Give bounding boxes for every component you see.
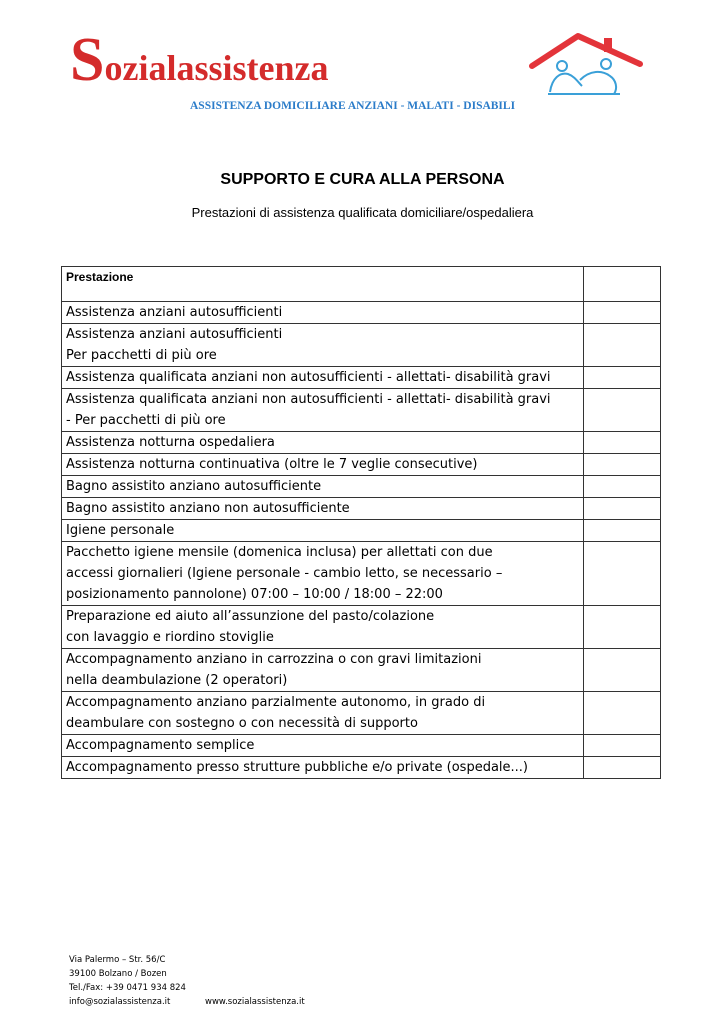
- service-name: Accompagnamento semplice: [62, 735, 584, 757]
- page-subtitle: Prestazioni di assistenza qualificata domiciliare/ospedaliera: [191, 205, 534, 220]
- table-row: [62, 367, 661, 389]
- footer-website[interactable]: www.sozialassistenza.it: [205, 997, 305, 1007]
- footer-phone: Tel./Fax: +39 0471 934 824: [69, 983, 186, 993]
- service-name: Bagno assistito anziano non autosufficiente: [62, 498, 584, 520]
- company-logo: [70, 24, 400, 96]
- service-name: Accompagnamento anziano in carrozzina o con gravi limitazioni nella deambulazione (2 operatori): [62, 649, 584, 692]
- empty-cell: [584, 302, 661, 324]
- logo-text-part2: assistenza: [176, 48, 329, 88]
- footer-contact: [69, 953, 305, 1009]
- table-row: [62, 692, 661, 735]
- empty-cell: [584, 757, 661, 779]
- table-header-empty-cell: [584, 267, 661, 302]
- company-tagline: ASSISTENZA DOMICILIARE ANZIANI - MALATI - DISABILI: [190, 100, 516, 112]
- service-name: Assistenza notturna ospedaliera: [62, 432, 584, 454]
- table-header-row: [62, 267, 661, 302]
- service-name: Preparazione ed aiuto all’assunzione del pasto/colazione con lavaggio e riordino stoviglie: [62, 606, 584, 649]
- empty-cell: [584, 735, 661, 757]
- service-name: Assistenza anziani autosufficienti Per pacchetti di più ore: [62, 324, 584, 367]
- empty-cell: [584, 324, 661, 367]
- services-table: [61, 266, 661, 779]
- service-name: Assistenza qualificata anziani non autosufficienti - allettati- disabilità gravi - Per pacchetti di più ore: [62, 389, 584, 432]
- empty-cell: [584, 432, 661, 454]
- empty-cell: [584, 542, 661, 606]
- table-row: [62, 498, 661, 520]
- service-name: Accompagnamento presso strutture pubbliche e/o private (ospedale...): [62, 757, 584, 779]
- table-row: [62, 432, 661, 454]
- house-care-logo-icon: [528, 30, 644, 98]
- empty-cell: [584, 520, 661, 542]
- footer-email[interactable]: info@sozialassistenza.it: [69, 997, 171, 1007]
- footer-address-line1: Via Palermo – Str. 56/C: [69, 955, 166, 965]
- table-row: [62, 389, 661, 432]
- logo-text-part1: ozial: [104, 48, 177, 88]
- empty-cell: [584, 389, 661, 432]
- empty-cell: [584, 476, 661, 498]
- table-row: [62, 476, 661, 498]
- service-name: Bagno assistito anziano autosufficiente: [62, 476, 584, 498]
- empty-cell: [584, 692, 661, 735]
- service-name: Pacchetto igiene mensile (domenica inclusa) per allettati con due accessi giornalieri (Igiene personale - cambio letto, se necessario – posizionamento pannolone) 07:00 – 10:00 / 18:00 – 22:00: [62, 542, 584, 606]
- footer-address-line2: 39100 Bolzano / Bozen: [69, 969, 167, 979]
- service-name: Accompagnamento anziano parzialmente autonomo, in grado di deambulare con sostegno o con necessità di supporto: [62, 692, 584, 735]
- empty-cell: [584, 649, 661, 692]
- empty-cell: [584, 606, 661, 649]
- table-row: [62, 649, 661, 692]
- table-header-prestazione: Prestazione: [62, 267, 584, 302]
- service-name: Igiene personale: [62, 520, 584, 542]
- table-row: [62, 606, 661, 649]
- page-title: SUPPORTO E CURA ALLA PERSONA: [220, 171, 505, 188]
- table-row: [62, 735, 661, 757]
- table-row: [62, 324, 661, 367]
- service-name: Assistenza notturna continuativa (oltre le 7 veglie consecutive): [62, 454, 584, 476]
- logo-initial: S: [70, 26, 105, 94]
- empty-cell: [584, 498, 661, 520]
- table-row: [62, 520, 661, 542]
- empty-cell: [584, 367, 661, 389]
- table-row: [62, 542, 661, 606]
- table-row: [62, 454, 661, 476]
- table-row: [62, 302, 661, 324]
- service-name: Assistenza anziani autosufficienti: [62, 302, 584, 324]
- empty-cell: [584, 454, 661, 476]
- service-name: Assistenza qualificata anziani non autosufficienti - allettati- disabilità gravi: [62, 367, 584, 389]
- table-row: [62, 757, 661, 779]
